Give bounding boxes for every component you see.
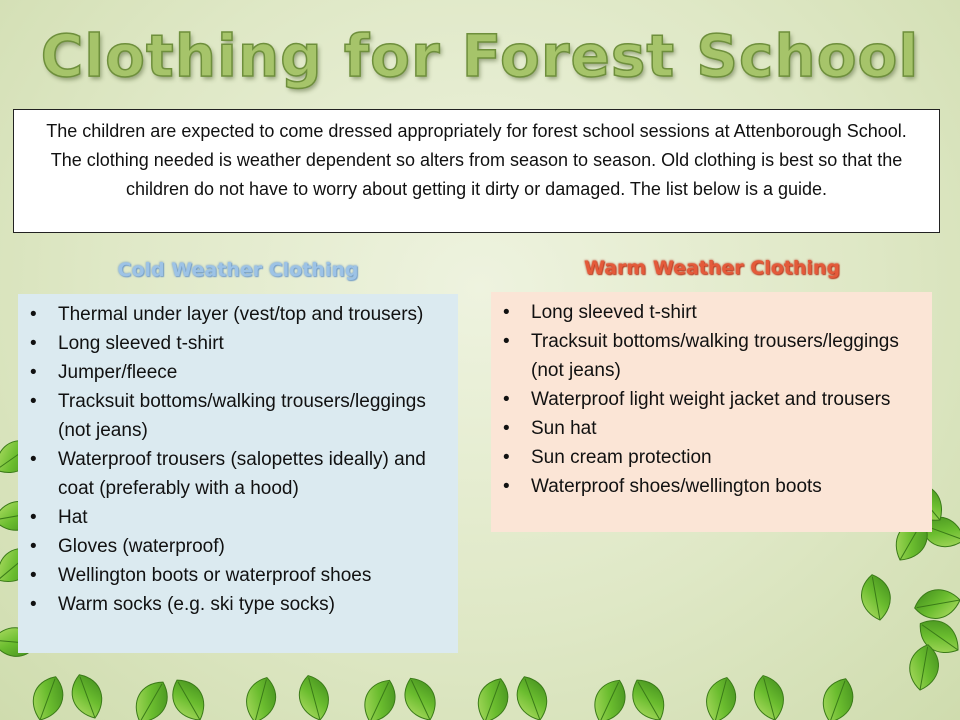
list-item: • Sun hat [499,414,924,443]
cold-weather-heading: Cold Weather Clothing [117,259,359,281]
list-item: • Tracksuit bottoms/walking trousers/leggings (not jeans) [26,387,450,445]
list-item: • Hat [26,503,450,532]
list-item: • Tracksuit bottoms/walking trousers/leggings (not jeans) [499,327,924,385]
list-item: • Gloves (waterproof) [26,532,450,561]
list-item: • Wellington boots or waterproof shoes [26,561,450,590]
list-item: • Jumper/fleece [26,358,450,387]
list-item: • Waterproof light weight jacket and trousers [499,385,924,414]
list-item: • Thermal under layer (vest/top and trousers) [26,300,450,329]
cold-weather-list [18,294,458,653]
list-item: • Waterproof trousers (salopettes ideally) and coat (preferably with a hood) [26,445,450,503]
list-item: • Long sleeved t-shirt [26,329,450,358]
warm-weather-list [491,292,932,532]
warm-weather-heading: Warm Weather Clothing [583,257,841,279]
list-item: • Sun cream protection [499,443,924,472]
list-item: • Waterproof shoes/wellington boots [499,472,924,501]
list-item: • Warm socks (e.g. ski type socks) [26,590,450,619]
intro-text-box: The children are expected to come dressed appropriately for forest school sessions at Attenborough School. The clothing needed is weather dependent so alters from season to season. Old clothing is best so that the children do not have to worry about getting it dirty or damaged. The list below is a guide. [13,109,940,233]
list-item: • Long sleeved t-shirt [499,298,924,327]
page-title: Clothing for Forest School [40,22,920,90]
